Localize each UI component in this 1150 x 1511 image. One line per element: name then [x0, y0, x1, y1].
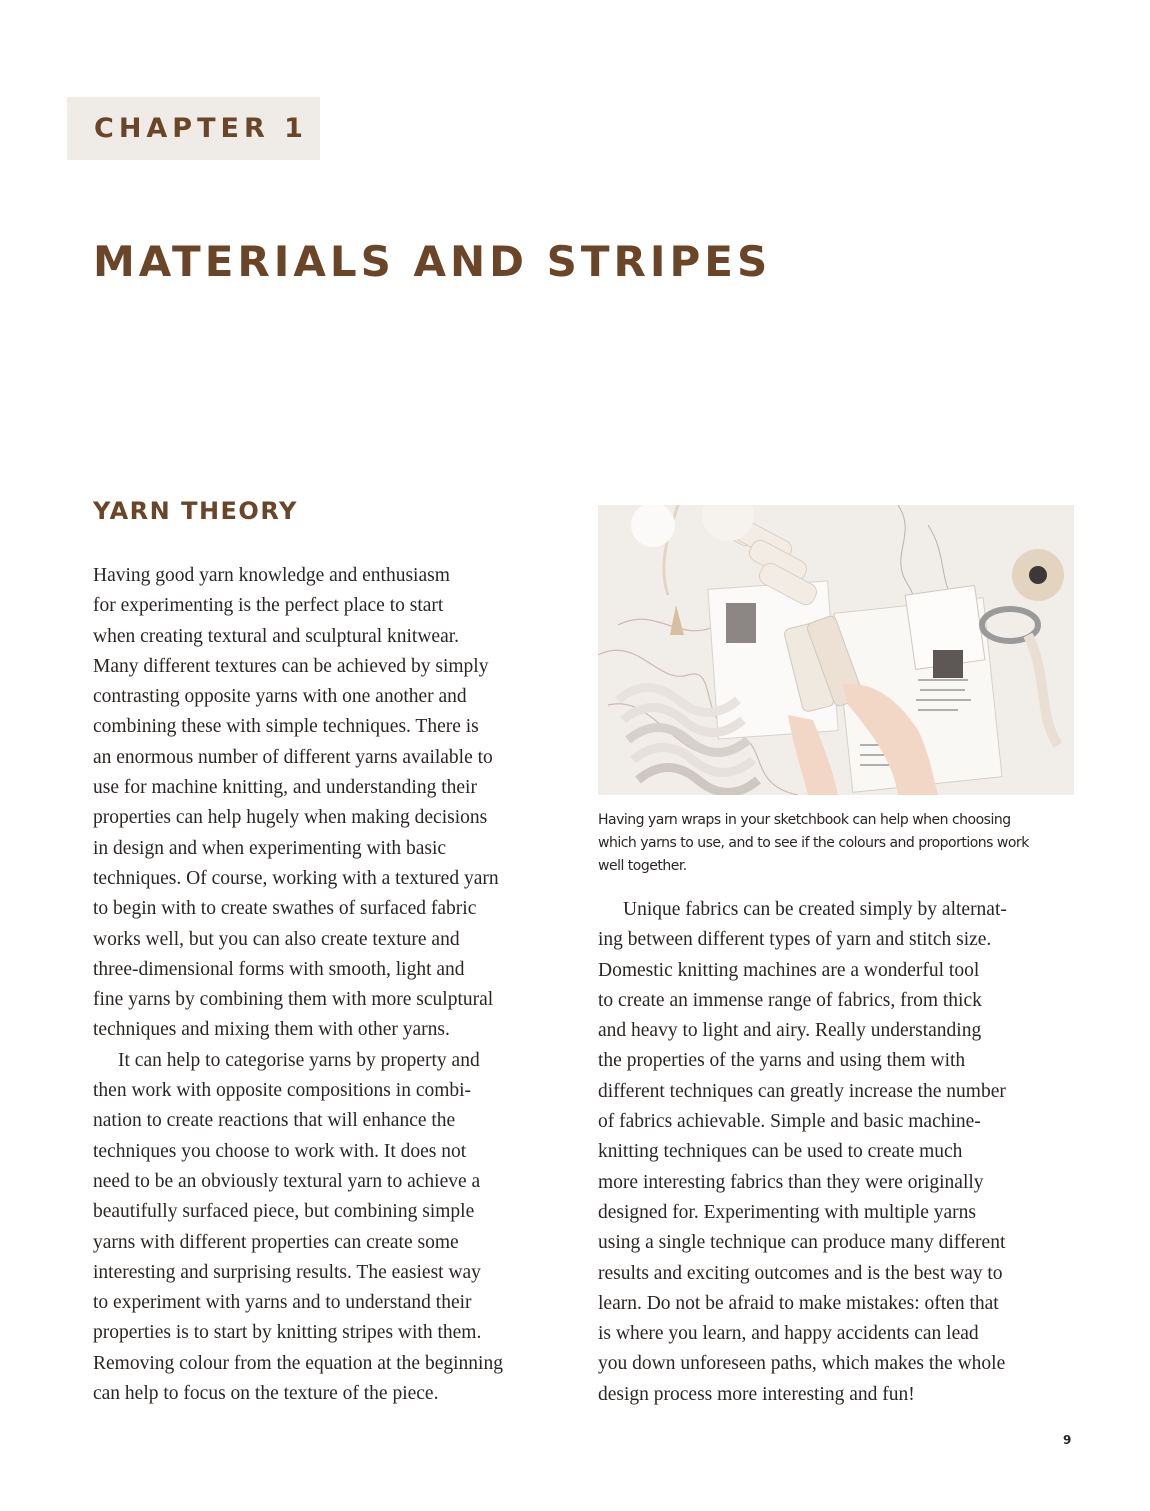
- caption-line: well together.: [598, 858, 687, 874]
- text-line: Removing colour from the equation at the beginning: [93, 1352, 503, 1374]
- text-line: designed for. Experimenting with multiple yarns: [598, 1201, 977, 1223]
- text-line: yarns with different properties can create some: [93, 1231, 459, 1253]
- text-line: combining these with simple techniques. There is: [93, 716, 479, 738]
- text-line: techniques and mixing them with other yarns.: [93, 1019, 450, 1041]
- text-line: nation to create reactions that will enhance the: [93, 1110, 456, 1132]
- left-paragraph-1: [93, 561, 593, 1046]
- text-line: properties is to start by knitting stripes with them.: [93, 1322, 482, 1344]
- photo-caption: [598, 809, 1078, 878]
- chapter-title: MATERIALS AND STRIPES: [93, 237, 772, 286]
- text-line: Domestic knitting machines are a wonderful tool: [598, 959, 980, 981]
- text-line: results and exciting outcomes and is the best way to: [598, 1262, 1003, 1284]
- text-line: to create an immense range of fabrics, from thick: [598, 989, 982, 1011]
- page-number: 9: [1063, 1433, 1072, 1447]
- right-paragraph-1: [598, 895, 1098, 1410]
- text-line: using a single technique can produce many different: [598, 1232, 1006, 1254]
- text-line: techniques you choose to work with. It does not: [93, 1140, 467, 1162]
- text-line: design process more interesting and fun!: [598, 1383, 915, 1405]
- right-text-column: [598, 895, 1098, 1410]
- left-paragraph-2: [93, 1046, 593, 1410]
- text-line: when creating textural and sculptural knitwear.: [93, 625, 460, 647]
- text-line: knitting techniques can be used to create much: [598, 1141, 963, 1163]
- text-line: use for machine knitting, and understanding their: [93, 777, 477, 799]
- text-line: It can help to categorise yarns by property and: [118, 1049, 480, 1071]
- text-line: and heavy to light and airy. Really understanding: [598, 1020, 982, 1042]
- text-line: you down unforeseen paths, which makes the whole: [598, 1353, 1006, 1375]
- text-line: techniques. Of course, working with a textured yarn: [93, 867, 499, 889]
- text-line: contrasting opposite yarns with one another and: [93, 686, 467, 708]
- caption-line: Having yarn wraps in your sketchbook can help when choosing: [598, 812, 1011, 828]
- text-line: Unique fabrics can be created simply by alternat-: [623, 899, 1007, 920]
- text-line: can help to focus on the texture of the piece.: [93, 1383, 439, 1405]
- sketchbook-yarn-photo: [598, 505, 1074, 795]
- text-line: more interesting fabrics than they were originally: [598, 1171, 984, 1193]
- caption-line: which yarns to use, and to see if the colours and proportions work: [598, 835, 1029, 851]
- text-line: properties can help hugely when making decisions: [93, 807, 488, 829]
- section-heading: YARN THEORY: [93, 497, 298, 525]
- text-line: Many different textures can be achieved by simply: [93, 655, 489, 677]
- text-line: the properties of the yarns and using them with: [598, 1050, 966, 1072]
- text-line: is where you learn, and happy accidents can lead: [598, 1323, 979, 1345]
- text-line: different techniques can greatly increase the number: [598, 1080, 1006, 1102]
- text-line: three-dimensional forms with smooth, light and: [93, 958, 465, 980]
- text-line: interesting and surprising results. The easiest way: [93, 1261, 481, 1283]
- text-line: for experimenting is the perfect place to start: [93, 595, 444, 617]
- text-line: learn. Do not be afraid to make mistakes: often that: [598, 1292, 999, 1314]
- chapter-label: CHAPTER 1: [94, 113, 308, 144]
- text-line: of fabrics achievable. Simple and basic machine-: [598, 1111, 981, 1133]
- left-text-column: [93, 561, 593, 1409]
- text-line: to experiment with yarns and to understand their: [93, 1292, 472, 1314]
- text-line: fine yarns by combining them with more sculptural: [93, 989, 494, 1011]
- text-line: works well, but you can also create texture and: [93, 928, 460, 950]
- text-line: ing between different types of yarn and stitch size.: [598, 929, 992, 951]
- text-line: to begin with to create swathes of surfaced fabric: [93, 898, 477, 920]
- text-line: in design and when experimenting with basic: [93, 837, 447, 859]
- chapter-tab: [67, 97, 320, 160]
- text-line: need to be an obviously textural yarn to achieve a: [93, 1170, 481, 1192]
- text-line: beautifully surfaced piece, but combining simple: [93, 1201, 475, 1223]
- text-line: then work with opposite compositions in combi-: [93, 1080, 472, 1102]
- text-line: Having good yarn knowledge and enthusiasm: [93, 565, 450, 586]
- text-line: an enormous number of different yarns available to: [93, 746, 493, 768]
